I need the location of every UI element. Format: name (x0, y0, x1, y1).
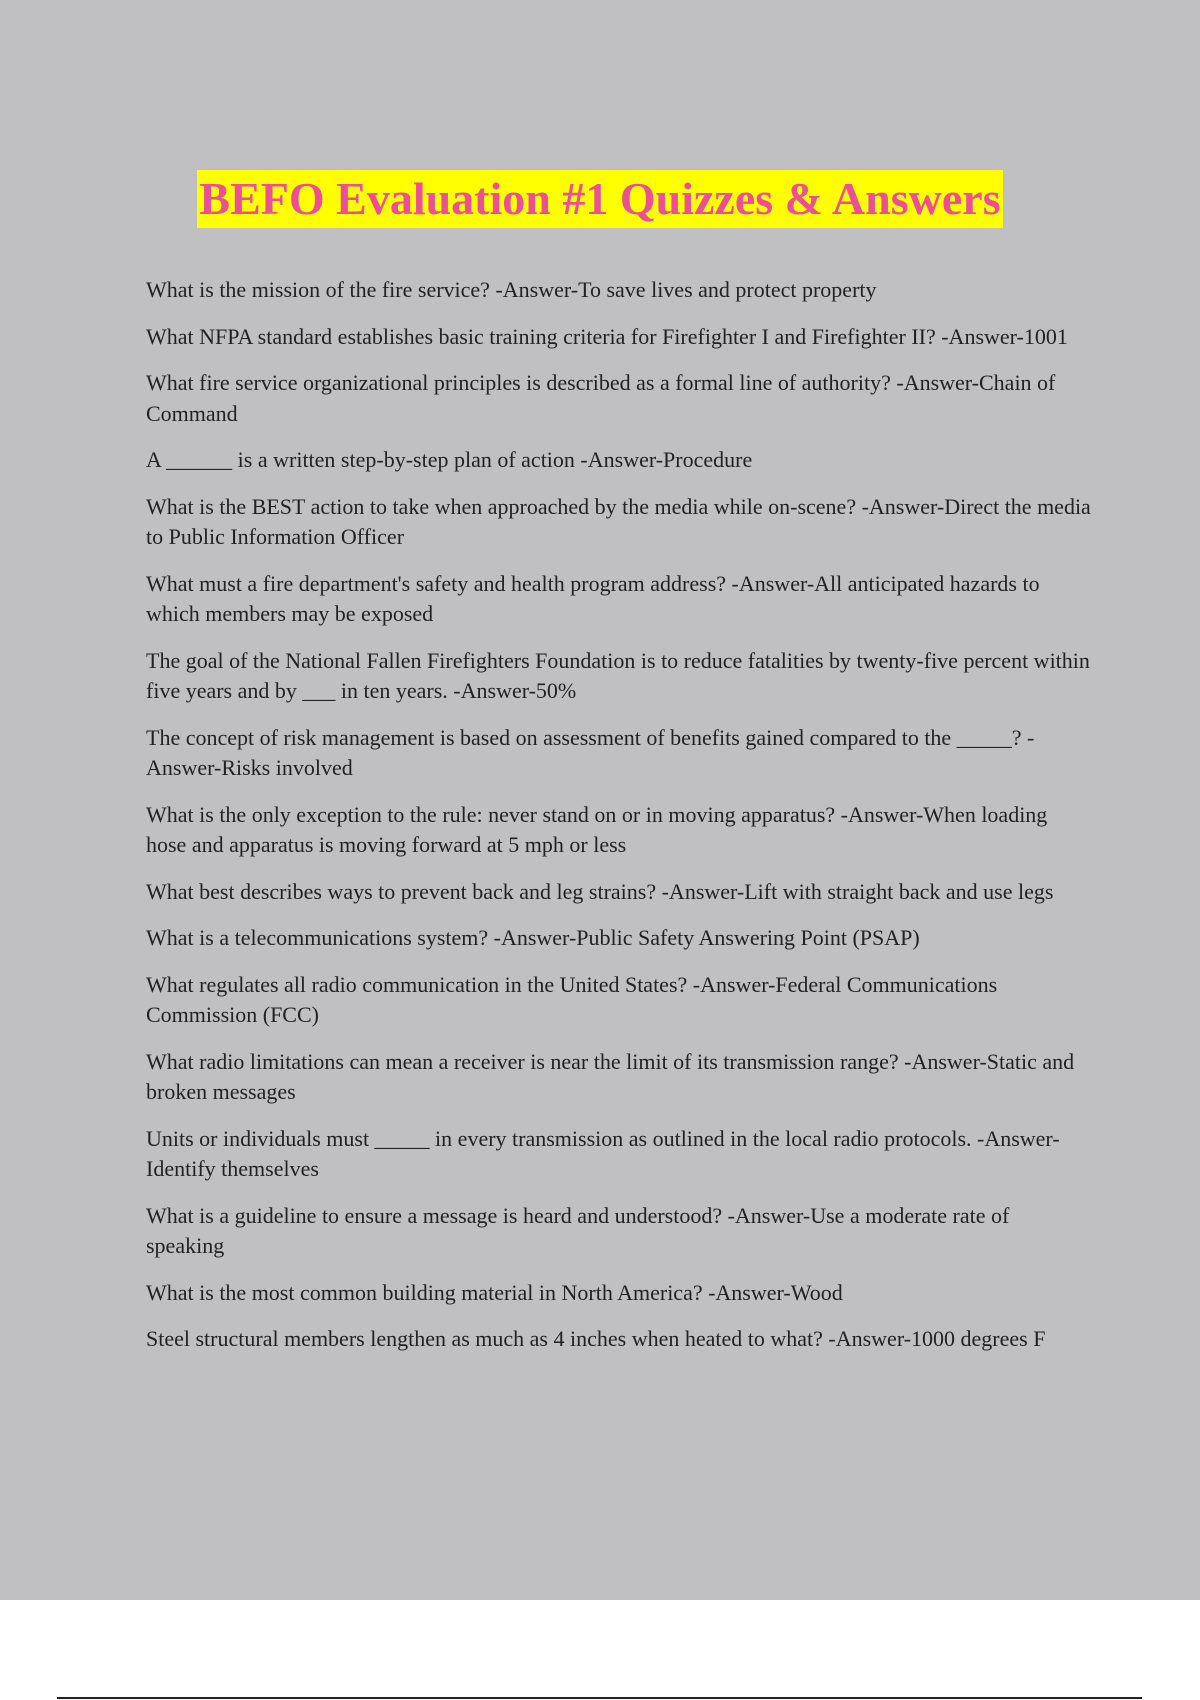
qa-item: Steel structural members lengthen as much as 4 inches when heated to what? -Answer-1000 degrees F (146, 1326, 1046, 1351)
qa-item: What is the most common building material in North America? -Answer-Wood (146, 1279, 843, 1305)
qa-item: Units or individuals must _____ in every transmission as outlined in the local radio protocols. -Answer-Identify themselves (146, 1125, 1060, 1181)
qa-item: What is the only exception to the rule: never stand on or in moving apparatus? -Answer-When loading hose and apparatus is moving forward at 5 mph or less (146, 801, 1048, 857)
qa-list (146, 275, 1091, 1371)
qa-item: What regulates all radio communication in the United States? -Answer-Federal Communications Commission (FCC) (146, 971, 998, 1027)
title-container (0, 170, 1200, 228)
qa-item: What is a guideline to ensure a message is heard and understood? -Answer-Use a moderate rate of speaking (146, 1202, 1010, 1258)
document-title: BEFO Evaluation #1 Quizzes & Answers (197, 170, 1002, 228)
qa-item: A ______ is a written step-by-step plan of action -Answer-Procedure (146, 447, 753, 472)
qa-item: What is the mission of the fire service? -Answer-To save lives and protect property (146, 277, 877, 302)
qa-item: The concept of risk management is based on assessment of benefits gained compared to the _____? -Answer-Risks involved (146, 724, 1035, 780)
qa-item: What NFPA standard establishes basic training criteria for Firefighter I and Firefighter II? -Answer-1001 (146, 323, 1068, 349)
qa-item: What radio limitations can mean a receiver is near the limit of its transmission range? -Answer-Static and broken messages (146, 1048, 1075, 1104)
qa-item: What is a telecommunications system? -Answer-Public Safety Answering Point (PSAP) (146, 925, 920, 950)
qa-item: What must a fire department's safety and health program address? -Answer-All anticipated hazards to which members may be exposed (146, 570, 1040, 626)
qa-item: What is the BEST action to take when approached by the media while on-scene? -Answer-Direct the media to Public Information Officer (146, 493, 1091, 549)
qa-item: What fire service organizational principles is described as a formal line of authority? -Answer-Chain of Command (146, 370, 1056, 426)
qa-item: The goal of the National Fallen Firefighters Foundation is to reduce fatalities by twenty-five percent within five years and by ___ in ten years. -Answer-50% (146, 647, 1090, 703)
bottom-divider (57, 1697, 1142, 1699)
qa-item: What best describes ways to prevent back and leg strains? -Answer-Lift with straight back and use legs (146, 878, 1054, 904)
